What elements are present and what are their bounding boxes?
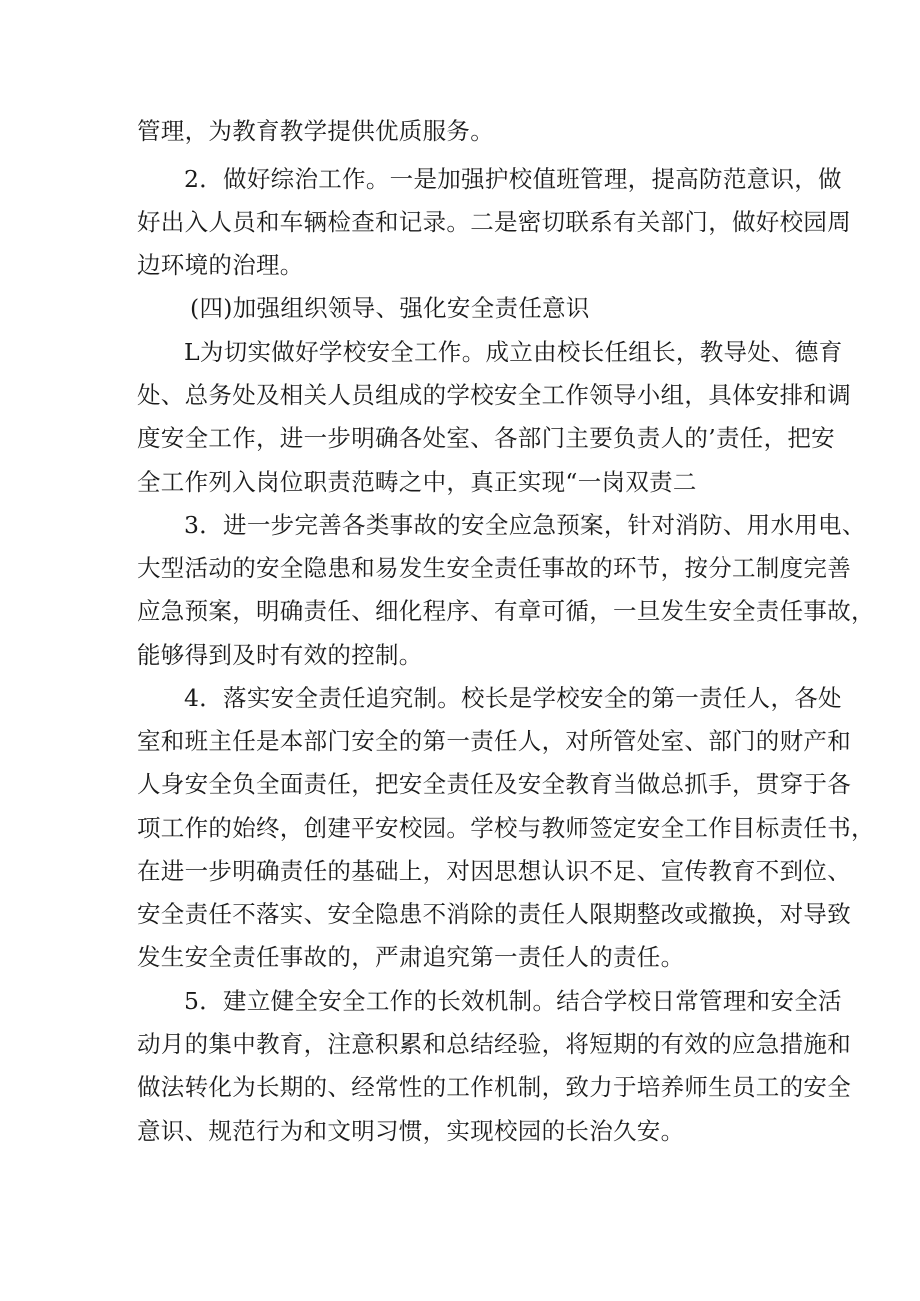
- text-line: 意识、规范行为和文明习惯，实现校园的长治久安。: [137, 1117, 685, 1145]
- text-line: 管理，为教育教学提供优质服务。: [137, 117, 494, 145]
- text-line: 大型活动的安全隐患和易发生安全责任事故的环节，按分工制度完善: [137, 554, 851, 582]
- text-line: 应急预案，明确责任、细化程序、有章可循，一旦发生安全责任事故，: [137, 597, 875, 625]
- text-line: 项工作的始终，创建平安校园。学校与教师签定安全工作目标责任书，: [137, 814, 875, 842]
- text-line: 做法转化为长期的、经常性的工作机制，致力于培养师生员工的安全: [137, 1073, 851, 1101]
- text-line: 发生安全责任事故的，严肃追究第一责任人的责任。: [137, 943, 685, 971]
- text-line: 动月的集中教育，注意积累和总结经验，将短期的有效的应急措施和: [137, 1030, 851, 1058]
- text-line: 好出入人员和车辆检查和记录。二是密切联系有关部门，做好校园周: [137, 208, 851, 236]
- text-line: 4．落实安全责任追究制。校长是学校安全的第一责任人，各处: [184, 684, 842, 712]
- text-line: 能够得到及时有效的控制。: [137, 641, 423, 669]
- text-line: 3．进一步完善各类事故的安全应急预案，针对消防、用水用电、: [184, 511, 866, 539]
- text-line: 在进一步明确责任的基础上，对因思想认识不足、宣传教育不到位、: [137, 857, 851, 885]
- text-line: 全工作列入岗位职责范畴之中，真正实现“一岗双责二: [137, 468, 697, 496]
- text-line: 人身安全负全面责任，把安全责任及安全教育当做总抓手，贯穿于各: [137, 770, 851, 798]
- text-line: 处、总务处及相关人员组成的学校安全工作领导小组，具体安排和调: [137, 381, 851, 409]
- section-heading: (四)加强组织领导、强化安全责任意识: [190, 294, 590, 322]
- text-line: 边环境的治理。: [137, 251, 304, 279]
- text-line: 室和班主任是本部门安全的第一责任人，对所管处室、部门的财产和: [137, 727, 851, 755]
- text-line: 安全责任不落实、安全隐患不消除的责任人限期整改或撤换，对导致: [137, 900, 851, 928]
- text-line: 度安全工作，进一步明确各处室、各部门主要负责人的’责任，把安: [137, 424, 835, 452]
- text-line: 5．建立健全安全工作的长效机制。结合学校日常管理和安全活: [184, 987, 842, 1015]
- text-line: 2．做好综治工作。一是加强护校值班管理，提高防范意识，做: [184, 165, 842, 193]
- text-line: L为切实做好学校安全工作。成立由校长任组长，教导处、德育: [184, 338, 843, 366]
